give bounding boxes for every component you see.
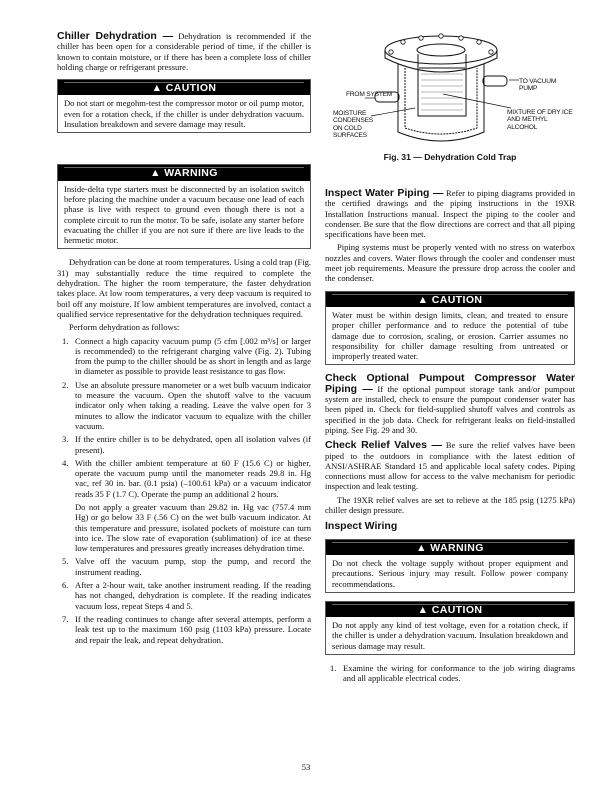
section-heading: Chiller Dehydration — bbox=[57, 30, 174, 42]
caution-text: Do not apply any kind of test voltage, even for a rotation check, if the chiller is under a dehydration vacuum. Insulation breakdown and serious damage may result. bbox=[332, 620, 568, 651]
section-heading: Check Relief Valves — bbox=[325, 439, 443, 452]
warning-header: ▲ WARNING bbox=[58, 165, 310, 180]
list-item: 1. Examine the wiring for conformance to the job wiring diagrams and all applicable electrical codes. bbox=[330, 662, 575, 684]
list-item: 6. After a 2-hour wait, take another instrument reading. If the reading has not changed, dehydration is complete. If the reading indicates vacuum loss, repeat Steps 4 and 5. bbox=[62, 580, 311, 611]
caution-header: ▲ CAUTION bbox=[58, 80, 310, 95]
paragraph: Check Optional Pumpout Compressor Water Piping — If the optional pumpout storage tank and/or pumpout system are installed, check to ensure the pumpout condenser water has been piped in. Check for field-supplied shutoff valves and controls as specified in the job data. Check for refrigerant leaks on field-installed piping. See Fig. 29 and 30. bbox=[325, 372, 575, 435]
list-item: 5. Valve off the vacuum pump, stop the pump, and record the instrument reading. bbox=[62, 556, 311, 577]
wiring-steps bbox=[325, 663, 575, 684]
from-system-label: FROM SYSTEM bbox=[346, 91, 393, 98]
list-item: 7. If the reading continues to change after several attempts, perform a leak test up to the maximum 160 psig (1103 kPa) pressure. Locate and repair the leak, and repeat dehydration. bbox=[62, 613, 311, 645]
warning-triangle-icon: ▲ bbox=[417, 603, 429, 616]
paragraph: Perform dehydration as follows: bbox=[69, 322, 180, 333]
warning-header: ▲ WARNING bbox=[326, 540, 574, 555]
mixture-label: MIXTURE OF DRY ICE AND METHYL ALCOHOL bbox=[507, 109, 573, 131]
warning-triangle-icon: ▲ bbox=[417, 293, 429, 306]
section-heading: Inspect Water Piping — bbox=[325, 187, 444, 199]
page-number: 53 bbox=[301, 762, 311, 772]
warning-box bbox=[325, 539, 575, 593]
list-item: 1. Connect a high capacity vacuum pump (5 cfm [.002 m³/s] or larger is recommended) to the refrigerant charging valve (Fig. 2). Tubing from the pump to the chiller should be as short in length and as large in diameter as possible to provide least resistance to gas flow. bbox=[62, 335, 311, 377]
paragraph: Check Relief Valves — Be sure the relief valves have been piped to the outdoors in compliance with the latest edition of ANSI/ASHRAE Standard 15 and applicable local safety codes. Piping connections must allow for access to the valve mechanism for periodic inspection and leak testing. bbox=[325, 439, 575, 492]
caution-text: Water must be within design limits, clean, and treated to ensure proper chiller performance and to reduce the potential of tube damage due to corrosion, scaling, or erosion. Carrier assumes no responsibility for chiller damage resulting from untreated or improperly treated water. bbox=[332, 309, 568, 362]
caution-box bbox=[325, 291, 575, 366]
dehydration-steps bbox=[57, 336, 311, 645]
right-column bbox=[325, 188, 575, 687]
warning-box bbox=[57, 164, 311, 249]
list-item: 4. With the chiller ambient temperature at 60 F (15.6 C) or higher, operate the vacuum pump until the manometer reads 29.8 in. Hg vac, ref 30 in. bar. (0.1 psia) (–100.61 kPa) or a vacuum indicator reads 35 F (1.7 C). Operate the pump an additional 2 hours. Do not apply a greater vacuum than 29.82 in. Hg vac (757.4 mm Hg) or go below 33 F (.56 C) on the wet bulb vacuum indicator. At this temperature and pressure, isolated pockets of moisture can turn into ice. The slow rate of evaporation (sublimation) of ice at these low temperatures and pressures greatly increases dehydration time. bbox=[62, 457, 311, 554]
list-item: 2. Use an absolute pressure manometer or a wet bulb vacuum indicator to measure the vacuum. Open the shutoff valve to the vacuum indicator only when taking a reading. Leave the valve open for 3 minutes to allow the indicator vacuum to equalize with the chiller vacuum. bbox=[62, 379, 311, 431]
warning-text: Do not check the voltage supply without proper equipment and precautions. Serious injury may result. Follow power company recommendations. bbox=[332, 557, 568, 589]
warning-text: Inside-delta type starters must be disconnected by an isolation switch before placing the machine under a vacuum because one lead of each phase is live with respect to ground even though there is not a complete circuit to run the motor. To be safe, isolate any starter before evacuating the chiller if you are not sure if there are live leads to the hermetic motor. bbox=[64, 183, 304, 246]
to-vacuum-pump-label: TO VACUUM PUMP bbox=[519, 78, 557, 93]
caution-text: Do not start or megohm-test the compressor motor or oil pump motor, even for a rotation check, if the chiller is under dehydration vacuum. Insulation breakdown and severe damage may result. bbox=[64, 98, 304, 130]
paragraph: The 19XR relief valves are set to relieve at the 185 psig (1275 kPa) chiller design pressure. bbox=[325, 494, 575, 516]
warning-triangle-icon: ▲ bbox=[151, 82, 163, 95]
section-heading: Check Optional Pumpout Compressor Water Piping — bbox=[325, 372, 575, 395]
caution-box bbox=[57, 79, 311, 133]
section-heading: Inspect Wiring bbox=[325, 520, 398, 533]
paragraph: Piping systems must be properly vented with no stress on waterbox nozzles and covers. Water flows through the cooler and condenser must meet job requirements. Measure the pressure drop across the cooler and the condenser. bbox=[325, 242, 575, 284]
caution-box bbox=[325, 601, 575, 655]
caution-header: ▲ CAUTION bbox=[326, 602, 574, 617]
paragraph: Inspect Water Piping — Refer to piping diagrams provided in the certified drawings and the piping instructions in the 19XR Installation Instructions manual. Inspect the piping to the cooler and condenser. Be sure that the flow directions are correct and that all piping specifications have been met. bbox=[325, 187, 576, 240]
warning-triangle-icon: ▲ bbox=[150, 167, 161, 180]
moisture-label: MOISTURE CONDENSES ON COLD SURFACES bbox=[333, 110, 373, 140]
paragraph: Dehydration can be done at room temperatures. Using a cold trap (Fig. 31) may substantially reduce the time required to complete the dehydration. The higher the room temperature, the faster dehydration takes place. At low room temperatures, a very deep vacuum is required to boil off any moisture. If low ambient temperatures are involved, contact a qualified service representative for the dehydration techniques required. bbox=[57, 257, 311, 319]
left-column bbox=[57, 31, 311, 648]
list-item: 3. If the entire chiller is to be dehydrated, open all isolation valves (if present). bbox=[62, 434, 311, 455]
figure-caption: Fig. 31 — Dehydration Cold Trap bbox=[383, 152, 517, 162]
caution-header: ▲ CAUTION bbox=[326, 292, 574, 307]
intro-paragraph: Chiller Dehydration — Dehydration is recommended if the chiller has been open for a considerable period of time, if the chiller is known to contain moisture, or if there has been a complete loss of chiller holding charge or refrigerant pressure. bbox=[57, 30, 312, 72]
warning-triangle-icon: ▲ bbox=[416, 541, 427, 554]
